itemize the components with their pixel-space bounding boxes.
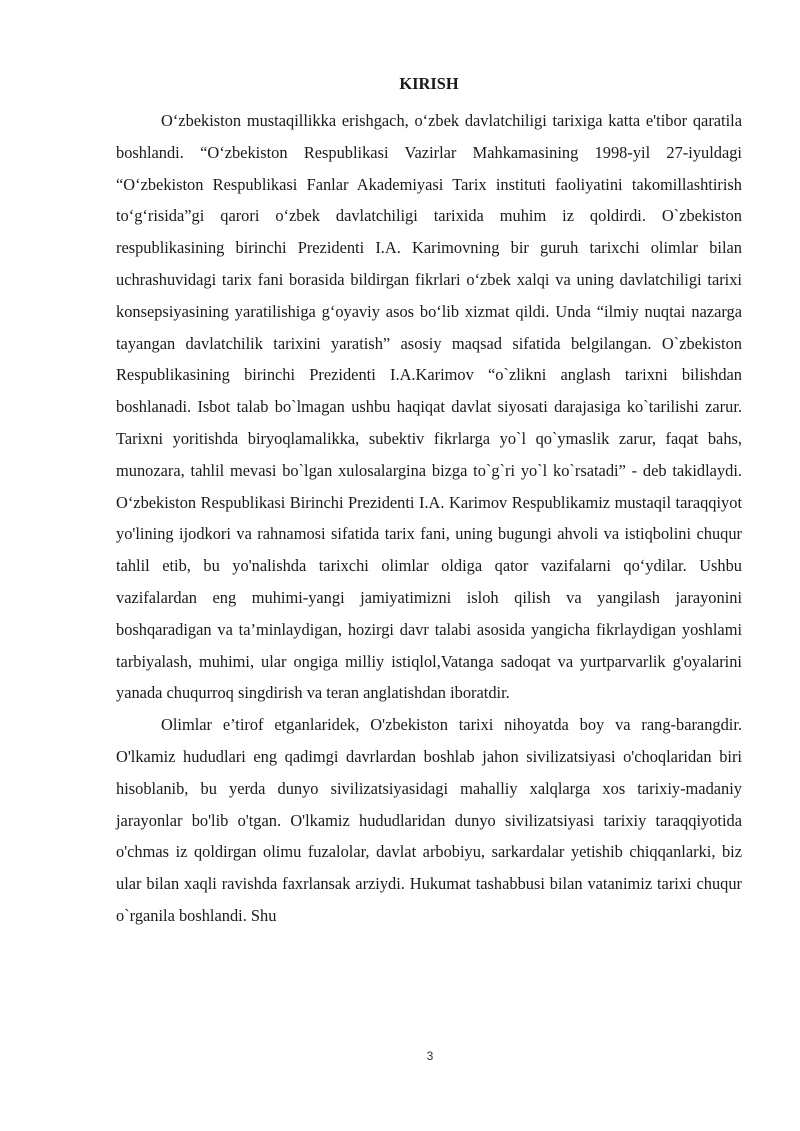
paragraph-1: O‘zbekiston mustaqillikka erishgach, o‘zbek davlatchiligi tarixiga katta e'tibor qaratila boshlandi. “O‘zbekiston Respublikasi Vazirlar Mahkamasining 1998-yil 27-iyuldagi “O‘zbekiston Respublikasi Fanlar Akademiyasi Tarix instituti faoliyatini takomillashtirish to‘g‘risida”gi qarori o‘zbek davlatchiligi tarixida muhim iz qoldirdi. O`zbekiston respublikasining birinchi Prezidenti I.A. Karimovning bir guruh tarixchi olimlar bilan uchrashuvidagi tarix fani borasida bildirgan fikrlari o‘zbek xalqi va uning davlatchiligi tarixi konsepsiyasining yaratilishiga g‘oyaviy asos bo‘lib xizmat qildi. Unda “ilmiy nuqtai nazarga tayangan davlatchilik tarixini yaratish” asosiy maqsad sifatida belgilangan. O`zbekiston Respublikasining birinchi Prezidenti I.A.Karimov “o`zlikni anglash tarixni bilishdan boshlanadi. Isbot talab bo`lmagan ushbu haqiqat davlat siyosati darajasiga ko`tarilishi zarur. Tarixni yoritishda biryoqlamalikka, subektiv fikrlarga yo`l qo`ymaslik zarur, faqat bahs, munozara, tahlil mevasi bo`lgan xulosalargina bizga to`g`ri yo`l ko`rsatadi” - deb takidlaydi. O‘zbekiston Respublikasi Birinchi Prezidenti I.A. Karimov Respublikamiz mustaqil taraqqiyot yo'lining ijodkori va rahnamosi sifatida tarix fani, uning bugungi ahvoli va istiqbolini chuqur tahlil etib, bu yo'nalishda tarixchi olimlar oldiga qator vazifalarni qo‘ydilar. Ushbu vazifalardan eng muhimi-yangi jamiyatimizni isloh qilish va yangilash jarayonini boshqaradigan va ta’minlaydigan, hozirgi davr talabi asosida yangicha fikrlaydigan yoshlami tarbiyalash, muhimi, ular ongiga milliy istiqlol,Vatanga sadoqat va yurtparvarlik g'oyalarini yanada chuqurroq singdirish va teran anglatishdan iboratdir. [116,111,742,703]
document-page [116,74,742,932]
page-number: 3 [426,1049,434,1063]
section-heading: KIRISH [399,74,459,93]
paragraph-2: Olimlar e’tirof etganlaridek, O'zbekiston tarixi nihoyatda boy va rang-barangdir. O'lkamiz hududlari eng qadimgi davrlardan boshlab jahon sivilizatsiyasi o'choqlaridan biri hisoblanib, bu yerda dunyo sivilizatsiyasidagi mahalliy xalqlarga xos tarixiy-madaniy jarayonlar bo'lib o'tgan. O'lkamiz hududlaridan dunyo sivilizatsiyasi tarixiy taraqqiyotida o'chmas iz qoldirgan olimu fuzalolar, davlat arbobiyu, sarkardalar yetishib chiqqanlarki, biz ular bilan xaqli ravishda faxrlansak arziydi. Hukumat tashabbusi bilan vatanimiz tarixi chuqur o`rganila boshlandi. Shu [116,715,742,925]
